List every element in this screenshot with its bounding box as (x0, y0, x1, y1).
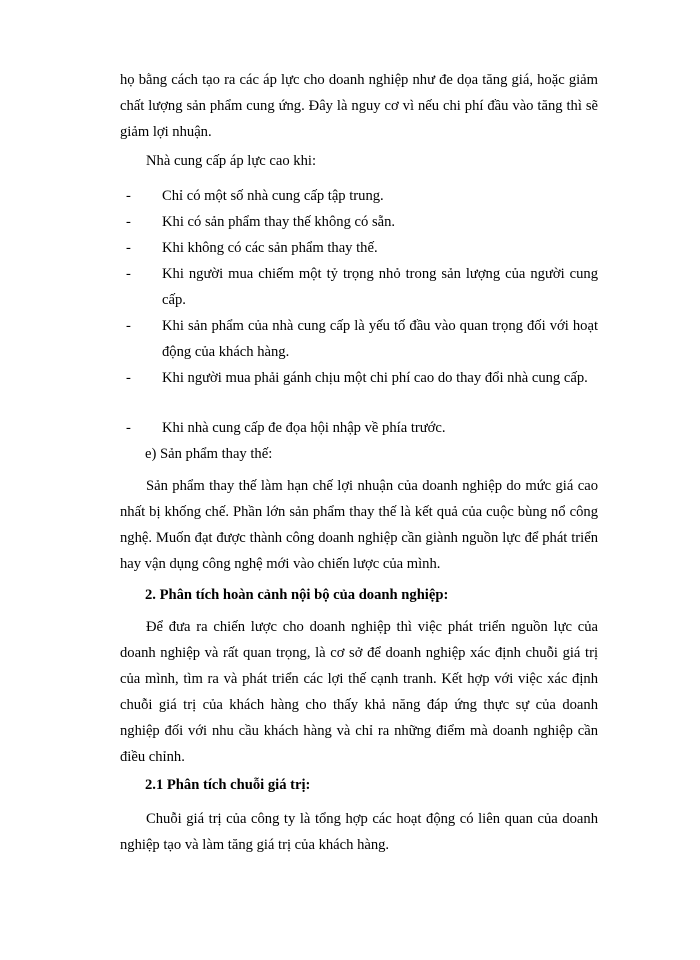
paragraph-supplier-pressure: họ bằng cách tạo ra các áp lực cho doanh nghiệp như đe dọa tăng giá, hoặc giảm chất lượng sản phẩm cung ứng. Đây là nguy cơ vì nếu chi phí đầu vào tăng thì sẽ giảm lợi nhuận. (120, 72, 598, 140)
list-item: Khi người mua chiếm một tỷ trọng nhỏ trong sản lượng của người cung cấp. (162, 266, 598, 308)
paragraph-value-chain: Chuỗi giá trị của công ty là tổng hợp các hoạt động có liên quan của doanh nghiệp tạo và làm tăng giá trị của khách hàng. (120, 811, 598, 853)
paragraph-internal-analysis: Để đưa ra chiến lược cho doanh nghiệp thì việc phát triển nguồn lực của doanh nghiệp và rất quan trọng, là cơ sở để doanh nghiệp xác định chuỗi giá trị của mình, tìm ra và phát triển các lợi thế cạnh tranh. Kết hợp với việc xác định chuỗi giá trị của khách hàng cho thấy khả năng đáp ứng thực sự của doanh nghiệp đối với nhu cầu khách hàng và chỉ ra những điểm mà doanh nghiệp cần điều chỉnh. (120, 619, 598, 765)
list-bullet: - (126, 370, 131, 386)
list-item: Khi không có các sản phẩm thay thế. (162, 240, 378, 256)
paragraph-substitute-products: Sản phẩm thay thế làm hạn chế lợi nhuận của doanh nghiệp do mức giá cao nhất bị khống chế. Phần lớn sản phẩm thay thế là kết quả của cuộc bùng nổ công nghệ. Muốn đạt được thành công doanh nghiệp cần giành nguồn lực để phát triển hay vận dụng công nghệ mới vào chiến lược của mình. (120, 478, 598, 572)
list-item: Chỉ có một số nhà cung cấp tập trung. (162, 188, 384, 204)
section-heading-2: 2. Phân tích hoàn cảnh nội bộ của doanh nghiệp: (145, 587, 449, 603)
list-item: Khi nhà cung cấp đe đọa hội nhập về phía trước. (162, 420, 446, 436)
list-bullet: - (126, 266, 131, 282)
subsection-e-label: e) Sản phẩm thay thế: (145, 446, 273, 462)
supplier-list-lead: Nhà cung cấp áp lực cao khi: (146, 153, 316, 169)
list-item: Khi có sản phẩm thay thế không có sẵn. (162, 214, 396, 230)
list-item: Khi người mua phải gánh chịu một chi phí cao do thay đổi nhà cung cấp. (162, 370, 588, 386)
list-bullet: - (126, 420, 131, 436)
list-bullet: - (126, 214, 131, 230)
section-heading-2-1: 2.1 Phân tích chuỗi giá trị: (145, 777, 311, 793)
list-bullet: - (126, 188, 131, 204)
list-bullet: - (126, 318, 131, 334)
list-item: Khi sản phẩm của nhà cung cấp là yếu tố đầu vào quan trọng đối với hoạt động của khách hàng. (162, 318, 598, 360)
list-bullet: - (126, 240, 131, 256)
